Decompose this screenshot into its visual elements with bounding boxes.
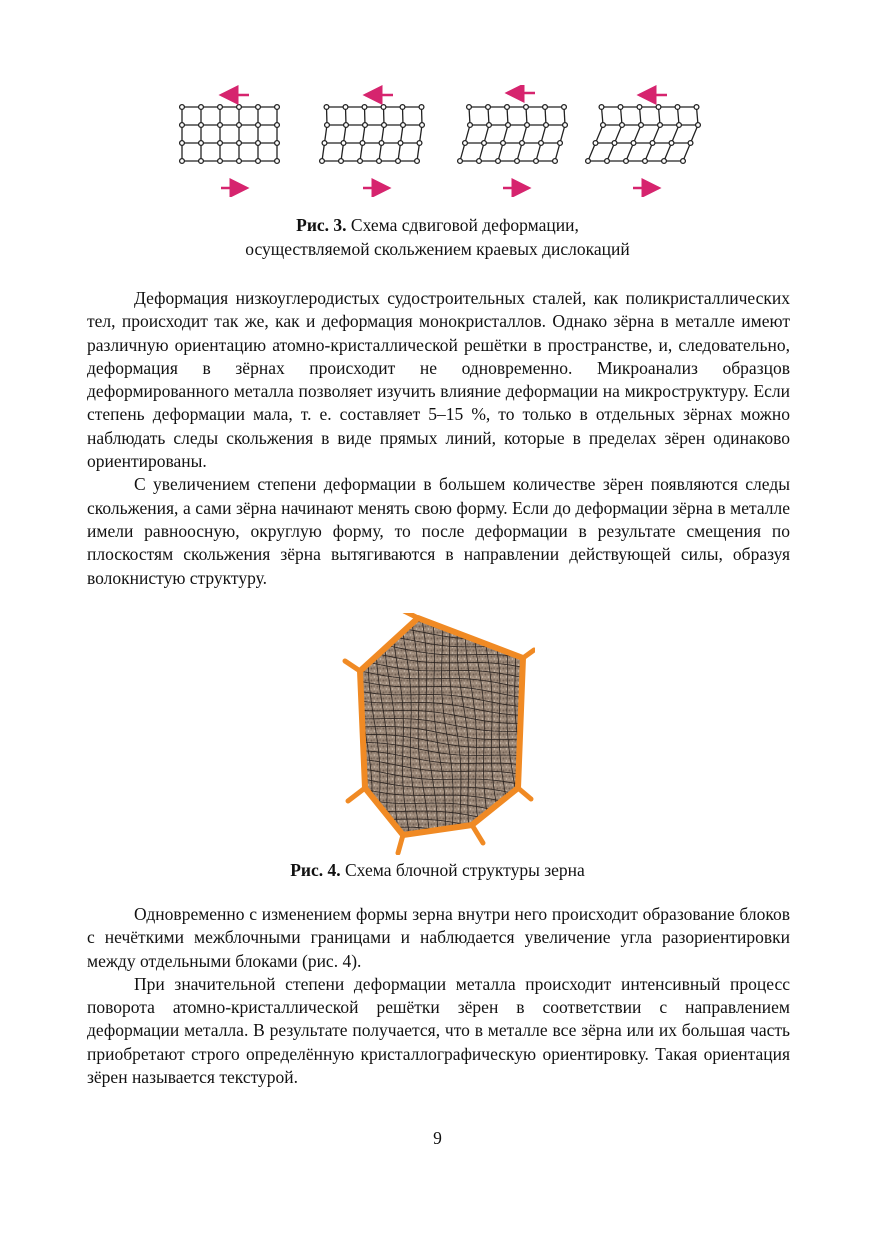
lattice-atom xyxy=(677,123,682,128)
lattice-atom xyxy=(524,105,529,110)
lattice-atom xyxy=(382,123,387,128)
figure-4-caption xyxy=(0,858,875,882)
lattice-atom xyxy=(496,159,501,164)
lattice-atom xyxy=(237,105,242,110)
lattice-atom xyxy=(420,123,425,128)
lattice-atom xyxy=(237,141,242,146)
lattice-atom xyxy=(344,123,349,128)
lattice-atom xyxy=(477,159,482,164)
lattice-atom xyxy=(543,105,548,110)
lattice-atom xyxy=(381,105,386,110)
lattice-atom xyxy=(620,123,625,128)
figure-3-label: Рис. 3. xyxy=(296,215,347,235)
lattice-atom xyxy=(218,123,223,128)
lattice-atom xyxy=(322,141,327,146)
lattice-atom xyxy=(401,123,406,128)
block-boundary xyxy=(340,613,341,855)
text-block-bottom xyxy=(87,903,790,1089)
figure-4-label: Рис. 4. xyxy=(290,860,341,880)
lattice-atom xyxy=(377,159,382,164)
figure-3-caption-line2: осуществляемой скольжением краевых дислокаций xyxy=(245,239,630,259)
lattice-atom xyxy=(325,123,330,128)
lattice-atom xyxy=(463,141,468,146)
lattice-atom xyxy=(362,105,367,110)
figure-4-caption-text: Схема блочной структуры зерна xyxy=(345,860,585,880)
lattice-atom xyxy=(360,141,365,146)
lattice-atom xyxy=(624,159,629,164)
lattice-atom xyxy=(681,159,686,164)
paragraph: С увеличением степени деформации в большем количестве зёрен появляются следы скольжения, а сами зёрна начинают менять свою форму. Если до деформации зёрна в металле имели равноосную, округлую форму, то после деформации в результате смещения по плоскостям скольжения зёрна вытягиваются в направлении действующей силы, образуя волокнистую структуру. xyxy=(87,474,790,588)
lattice-atom xyxy=(515,159,520,164)
lattice-atom xyxy=(256,141,261,146)
lattice-atom xyxy=(650,141,655,146)
lattice-atom xyxy=(237,159,242,164)
lattice-atom xyxy=(487,123,492,128)
lattice-atom xyxy=(415,159,420,164)
lattice-atom xyxy=(669,141,674,146)
lattice-atom xyxy=(199,123,204,128)
lattice-atom xyxy=(618,105,623,110)
lattice-atom xyxy=(639,123,644,128)
lattice-atom xyxy=(218,141,223,146)
lattice-atom xyxy=(599,105,604,110)
lattice-atom xyxy=(339,159,344,164)
lattice-atom xyxy=(605,159,610,164)
lattice-atom xyxy=(506,123,511,128)
figure-3-lattice-diagram xyxy=(170,85,705,197)
lattice-atom xyxy=(637,105,642,110)
lattice-atom xyxy=(218,159,223,164)
lattice-atom xyxy=(563,123,568,128)
lattice-atom xyxy=(562,105,567,110)
block-boundary xyxy=(340,843,535,855)
lattice-atom xyxy=(553,159,558,164)
lattice-atom xyxy=(343,105,348,110)
paragraph: Одновременно с изменением формы зерна внутри него происходит образование блоков с нечёткими межблочными границами и наблюдается увеличение угла разориентировки между отдельными блоками (рис. 4). xyxy=(87,904,790,971)
figure-4-grain-diagram xyxy=(340,613,535,855)
lattice-atom xyxy=(358,159,363,164)
lattice-atom xyxy=(237,123,242,128)
lattice-atom xyxy=(612,141,617,146)
text-block-top xyxy=(87,287,790,590)
lattice-atom xyxy=(400,105,405,110)
lattice-atom xyxy=(419,105,424,110)
lattice-atom xyxy=(520,141,525,146)
lattice-atom xyxy=(643,159,648,164)
lattice-atom xyxy=(320,159,325,164)
lattice-atom xyxy=(534,159,539,164)
lattice-atom xyxy=(180,105,185,110)
lattice-atom xyxy=(256,159,261,164)
paragraph: Деформация низкоуглеродистых судостроительных сталей, как поликристаллических тел, происходит так же, как и деформация монокристаллов. Однако зёрна в металле имеют различную ориентацию атомно-кристаллической решётки в пространстве, и, следовательно, деформация в зёрнах происходит не одновременно. Микроанализ образцов деформированного металла позволяет изучить влияние деформации на микроструктуру. Если степень деформации мала, т. е. составляет 5–15 %, то только в отдельных зёрнах можно наблюдать следы скольжения в виде прямых линий, которые в пределах зёрен одинаково ориентированы. xyxy=(87,288,790,472)
lattice-atom xyxy=(275,105,280,110)
lattice-atom xyxy=(539,141,544,146)
lattice-atom xyxy=(558,141,563,146)
lattice-atom xyxy=(275,141,280,146)
lattice-atom xyxy=(341,141,346,146)
block-boundary xyxy=(340,835,535,849)
lattice-atom xyxy=(275,123,280,128)
lattice-atom xyxy=(688,141,693,146)
lattice-atom xyxy=(256,123,261,128)
block-boundary xyxy=(340,613,349,855)
lattice-atom xyxy=(586,159,591,164)
lattice-atom xyxy=(218,105,223,110)
lattice-atom xyxy=(256,105,261,110)
block-boundary xyxy=(340,613,357,855)
lattice-atom xyxy=(593,141,598,146)
block-boundary xyxy=(340,851,535,855)
lattice-atom xyxy=(631,141,636,146)
lattice-atom xyxy=(324,105,329,110)
lattice-atom xyxy=(658,123,663,128)
page-number: 9 xyxy=(433,1128,442,1148)
lattice-atom xyxy=(696,123,701,128)
lattice-atom xyxy=(199,141,204,146)
lattice-atom xyxy=(398,141,403,146)
lattice-atom xyxy=(180,123,185,128)
lattice-atom xyxy=(275,159,280,164)
lattice-atom xyxy=(525,123,530,128)
lattice-atom xyxy=(662,159,667,164)
lattice-atom xyxy=(675,105,680,110)
lattice-atom xyxy=(458,159,463,164)
lattice-atom xyxy=(486,105,491,110)
lattice-atom xyxy=(468,123,473,128)
lattice-atom xyxy=(363,123,368,128)
lattice-atom xyxy=(199,159,204,164)
lattice-atom xyxy=(467,105,472,110)
block-boundary xyxy=(340,613,535,624)
lattice-atom xyxy=(601,123,606,128)
lattice-atom xyxy=(505,105,510,110)
lattice-atom xyxy=(379,141,384,146)
figure-3-caption-line1: Схема сдвиговой деформации, xyxy=(350,215,579,235)
paragraph: При значительной степени деформации металла происходит интенсивный процесс поворота атомно-кристаллической решётки зёрен в соответствии с направлением деформации металла. В результате получается, что в металле все зёрна или их большая часть приобретают строго определённую кристаллографическую ориентировку. Такая ориентация зёрен называется текстурой. xyxy=(87,973,790,1088)
lattice-atom xyxy=(482,141,487,146)
lattice-atom xyxy=(180,141,185,146)
lattice-atom xyxy=(199,105,204,110)
lattice-atom xyxy=(694,105,699,110)
lattice-atom xyxy=(180,159,185,164)
lattice-atom xyxy=(501,141,506,146)
lattice-atom xyxy=(396,159,401,164)
figure-3-caption xyxy=(0,213,875,261)
lattice-atom xyxy=(544,123,549,128)
lattice-atom xyxy=(417,141,422,146)
lattice-atom xyxy=(656,105,661,110)
